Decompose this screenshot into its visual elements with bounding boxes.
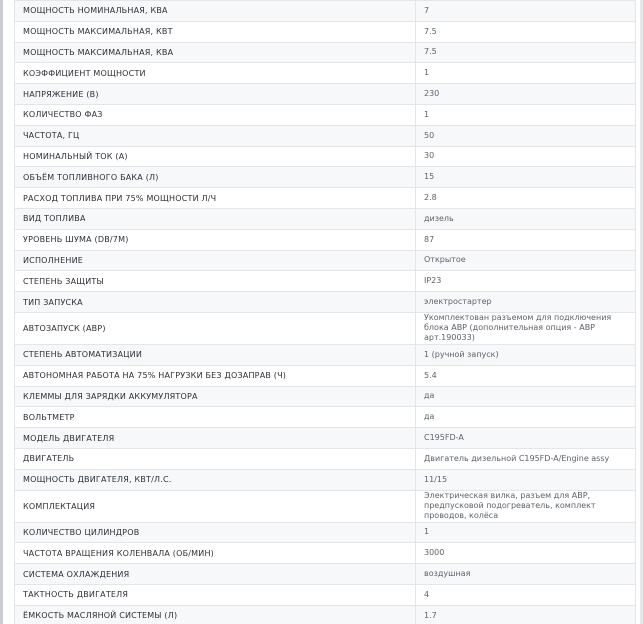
spec-value: да <box>416 407 636 428</box>
spec-value: электростартер <box>416 292 636 313</box>
table-row <box>15 125 636 146</box>
table-row <box>15 428 636 449</box>
spec-label: СИСТЕМА ОХЛАЖДЕНИЯ <box>15 564 416 585</box>
spec-value: Электрическая вилка, разъем для АВР, предпусковой подогреватель, комплект проводов, колёса <box>416 490 636 522</box>
spec-value: да <box>416 386 636 407</box>
spec-value: 1 (ручной запуск) <box>416 344 636 365</box>
spec-label: МОДЕЛЬ ДВИГАТЕЛЯ <box>15 428 416 449</box>
table-row <box>15 407 636 428</box>
table-row <box>15 271 636 292</box>
table-row <box>15 229 636 250</box>
spec-label: ЁМКОСТЬ МАСЛЯНОЙ СИСТЕМЫ (Л) <box>15 605 416 624</box>
spec-label: КОЭФФИЦИЕНТ МОЩНОСТИ <box>15 63 416 84</box>
spec-value: Открытое <box>416 250 636 271</box>
table-row <box>15 344 636 365</box>
spec-value: 11/15 <box>416 469 636 490</box>
spec-value: IP23 <box>416 271 636 292</box>
spec-label: МОЩНОСТЬ МАКСИМАЛЬНАЯ, КВТ <box>15 21 416 42</box>
table-row <box>15 605 636 624</box>
spec-label: АВТОНОМНАЯ РАБОТА НА 75% НАГРУЗКИ БЕЗ ДОЗАПРАВ (Ч) <box>15 365 416 386</box>
spec-value: 5.4 <box>416 365 636 386</box>
spec-label: КЛЕММЫ ДЛЯ ЗАРЯДКИ АККУМУЛЯТОРА <box>15 386 416 407</box>
table-row <box>15 584 636 605</box>
spec-value: Двигатель дизельной C195FD-A/Engine assy <box>416 448 636 469</box>
table-row <box>15 522 636 543</box>
spec-value: 50 <box>416 125 636 146</box>
spec-value: 1 <box>416 63 636 84</box>
spec-label: МОЩНОСТЬ ДВИГАТЕЛЯ, КВТ/Л.С. <box>15 469 416 490</box>
spec-value: 1.7 <box>416 605 636 624</box>
table-row <box>15 167 636 188</box>
spec-label: НАПРЯЖЕНИЕ (В) <box>15 84 416 105</box>
table-row <box>15 146 636 167</box>
spec-value: Укомплектован разъемом для подключения блока АВР (дополнительная опция - АВР арт.190033) <box>416 312 636 344</box>
table-row <box>15 63 636 84</box>
table-row <box>15 543 636 564</box>
table-row <box>15 208 636 229</box>
spec-label: НОМИНАЛЬНЫЙ ТОК (А) <box>15 146 416 167</box>
spec-label: КОЛИЧЕСТВО ЦИЛИНДРОВ <box>15 522 416 543</box>
table-row <box>15 448 636 469</box>
spec-value: 7 <box>416 1 636 22</box>
spec-label: СТЕПЕНЬ ЗАЩИТЫ <box>15 271 416 292</box>
spec-label: ТИП ЗАПУСКА <box>15 292 416 313</box>
spec-value: дизель <box>416 208 636 229</box>
table-row <box>15 292 636 313</box>
spec-value: 1 <box>416 522 636 543</box>
spec-value: 7.5 <box>416 42 636 63</box>
spec-label: УРОВЕНЬ ШУМА (DB/7M) <box>15 229 416 250</box>
spec-label: КОМПЛЕКТАЦИЯ <box>15 490 416 522</box>
spec-label: РАСХОД ТОПЛИВА ПРИ 75% МОЩНОСТИ Л/Ч <box>15 188 416 209</box>
spec-label: ВОЛЬТМЕТР <box>15 407 416 428</box>
table-row <box>15 386 636 407</box>
spec-label: ИСПОЛНЕНИЕ <box>15 250 416 271</box>
spec-label: ОБЪЁМ ТОПЛИВНОГО БАКА (Л) <box>15 167 416 188</box>
table-row <box>15 104 636 125</box>
spec-label: АВТОЗАПУСК (АВР) <box>15 312 416 344</box>
spec-value: 30 <box>416 146 636 167</box>
spec-label: ЧАСТОТА ВРАЩЕНИЯ КОЛЕНВАЛА (ОБ/МИН) <box>15 543 416 564</box>
table-row <box>15 564 636 585</box>
table-row <box>15 365 636 386</box>
spec-label: ТАКТНОСТЬ ДВИГАТЕЛЯ <box>15 584 416 605</box>
table-row <box>15 250 636 271</box>
spec-label: МОЩНОСТЬ МАКСИМАЛЬНАЯ, КВА <box>15 42 416 63</box>
table-row <box>15 1 636 22</box>
spec-value: 15 <box>416 167 636 188</box>
spec-label: ВИД ТОПЛИВА <box>15 208 416 229</box>
spec-value: 3000 <box>416 543 636 564</box>
table-row <box>15 469 636 490</box>
table-row <box>15 42 636 63</box>
spec-label: ДВИГАТЕЛЬ <box>15 448 416 469</box>
spec-label: КОЛИЧЕСТВО ФАЗ <box>15 104 416 125</box>
spec-value: C195FD-A <box>416 428 636 449</box>
spec-value: 2.8 <box>416 188 636 209</box>
spec-value: воздушная <box>416 564 636 585</box>
table-row <box>15 21 636 42</box>
spec-table <box>14 0 636 624</box>
spec-value: 230 <box>416 84 636 105</box>
spec-value: 4 <box>416 584 636 605</box>
spec-value: 1 <box>416 104 636 125</box>
table-row <box>15 188 636 209</box>
spec-label: СТЕПЕНЬ АВТОМАТИЗАЦИИ <box>15 344 416 365</box>
spec-value: 7.5 <box>416 21 636 42</box>
spec-label: ЧАСТОТА, ГЦ <box>15 125 416 146</box>
spec-value: 87 <box>416 229 636 250</box>
table-row <box>15 84 636 105</box>
spec-label: МОЩНОСТЬ НОМИНАЛЬНАЯ, КВА <box>15 1 416 22</box>
table-row <box>15 490 636 522</box>
table-row <box>15 312 636 344</box>
